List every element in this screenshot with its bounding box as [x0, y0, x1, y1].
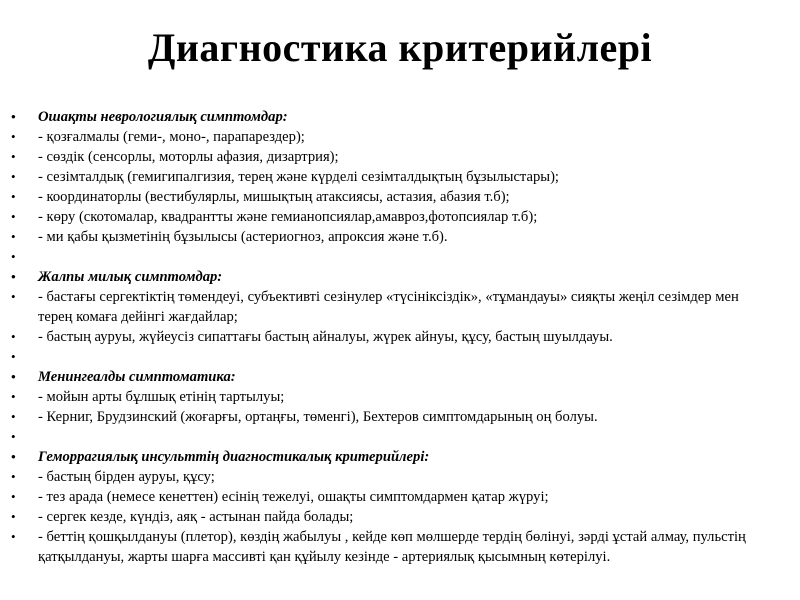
- list-item: • - Керниг, Брудзинский (жоғарғы, ортаңғы, төменгі), Бехтеров симптомдарының оң болуы.: [0, 407, 800, 427]
- list-item: • - тез арада (немесе кенеттен) есінің тежелуі, ошақты симптомдармен қатар жүруі;: [0, 487, 800, 507]
- list-item: • - сөздік (сенсорлы, моторлы афазия, дизартрия);: [0, 147, 800, 167]
- list-item-bullet-empty: [0, 427, 800, 447]
- list-item-bullet-empty: [0, 247, 800, 267]
- list-item: • - сезімталдық (гемигипалгизия, терең және күрделі сезімталдықтың бұзылыстары);: [0, 167, 800, 187]
- list-item: • - қозғалмалы (геми-, моно-, парапарездер);: [0, 127, 800, 147]
- list-item: • - бастағы сергектіктің төмендеуі, субъективті сезінулер «түсініксіздік», «тұмандауы» сияқты жеңіл сезімдер мен терең комаға дейінгі жағдайлар;: [0, 287, 800, 327]
- content-list: [0, 107, 800, 567]
- list-item: • - көру (скотомалар, квадрантты және гемианопсиялар,амавроз,фотопсиялар т.б);: [0, 207, 800, 227]
- slide-title: Диагностика критерийлері: [147, 25, 653, 70]
- section-heading: • Менингеалды симптоматика:: [0, 367, 800, 387]
- list-item: • - бастың ауруы, жүйеусіз сипаттағы бастың айналуы, жүрек айнуы, құсу, бастың шуылдауы.: [0, 327, 800, 347]
- list-item: • - ми қабы қызметінің бұзылысы (астериогноз, апроксия және т.б).: [0, 227, 800, 247]
- list-item: • - бастың бірден ауруы, құсу;: [0, 467, 800, 487]
- list-item: • - беттің қошқылдануы (плетор), көздің жабылуы , кейде көп мөлшерде тердің бөлінуі, зәрді ұстай алмау, пульстің қатқылдануы, жарты шарға массивті қан құйылу кезінде - артериялық қысымның көтерілуі.: [0, 527, 800, 567]
- section-heading: • Жалпы милық симптомдар:: [0, 267, 800, 287]
- list-item: • - сергек кезде, күндіз, аяқ - астынан пайда болады;: [0, 507, 800, 527]
- list-item: • - мойын арты бұлшық етінің тартылуы;: [0, 387, 800, 407]
- list-item: • - координаторлы (вестибулярлы, мишықтың атаксиясы, астазия, абазия т.б);: [0, 187, 800, 207]
- list-item-bullet-empty: [0, 347, 800, 367]
- section-heading: • Геморрагиялық инсульттің диагностикалық критерийлері:: [0, 447, 800, 467]
- section-heading: • Ошақты неврологиялық симптомдар:: [0, 107, 800, 127]
